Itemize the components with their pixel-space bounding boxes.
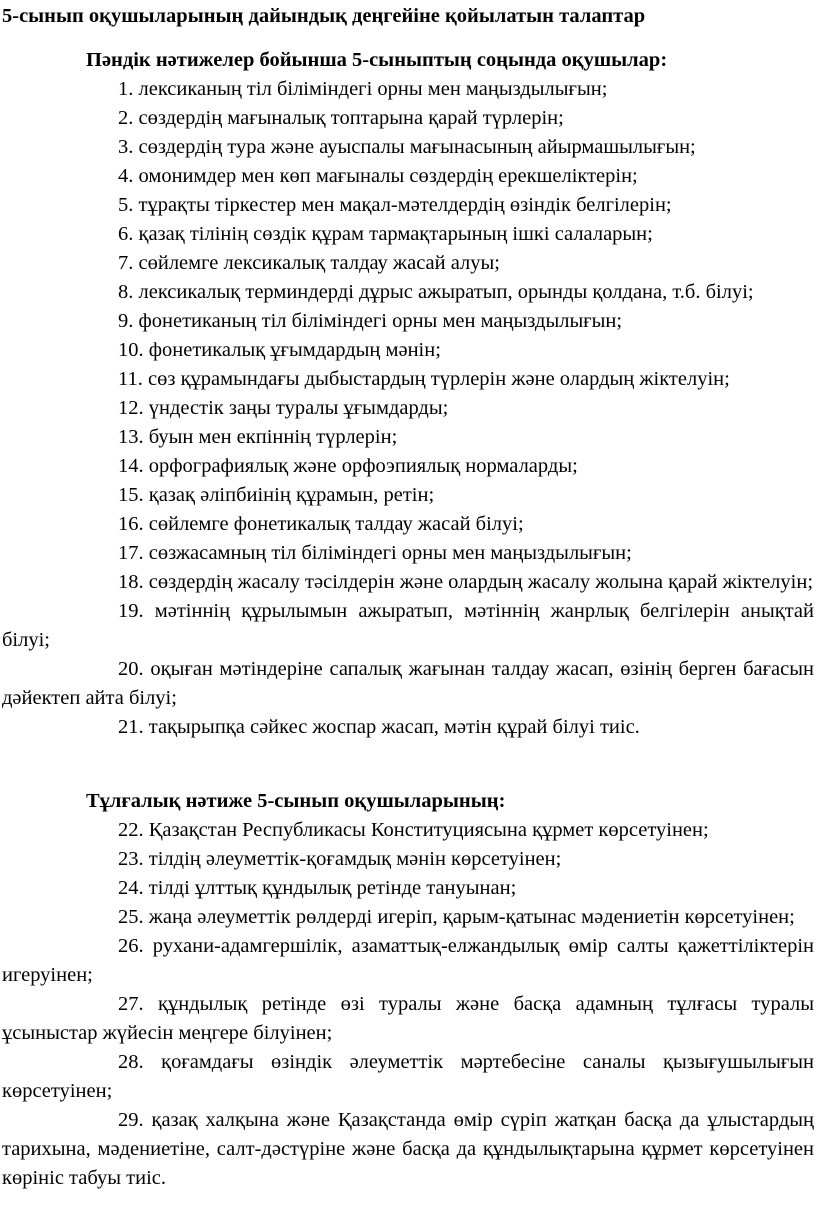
list-item-text: буын мен екпіннің түрлерін;	[148, 426, 398, 448]
list-item-number: 7.	[118, 252, 134, 274]
list-item-text: қазақ әліпбиінің құрамын, ретін;	[148, 484, 435, 506]
list-item-number: 10.	[118, 339, 144, 361]
list-item	[2, 278, 814, 307]
list-item-number: 19.	[118, 600, 144, 622]
list-item	[2, 713, 814, 742]
list-item-text: сөздердің мағыналық топтарына қарай түрлерін;	[138, 107, 564, 129]
list-item-number: 15.	[118, 484, 144, 506]
list-item-text: сөйлемге фонетикалық талдау жасай білуі;	[148, 513, 524, 535]
list-item	[2, 990, 814, 1048]
list-item-number: 26.	[118, 935, 144, 957]
list-item-text: фонетиканың тіл біліміндегі орны мен маңыздылығын;	[138, 310, 623, 332]
subject-results-heading: Пәндік нәтижелер бойынша 5-сыныптың соңында оқушылар:	[86, 49, 668, 71]
list-item	[2, 220, 814, 249]
list-item	[2, 1048, 814, 1106]
list-item	[2, 539, 814, 568]
list-item-text: тілді ұлттық құндылық ретінде тануынан;	[148, 877, 517, 899]
list-item-number: 23.	[118, 848, 144, 870]
list-item	[2, 816, 814, 845]
list-item	[2, 133, 814, 162]
list-item-number: 2.	[118, 107, 134, 129]
list-item-text: рухани-адамгершілік, азаматтық-елжандылық өмір салты қажеттіліктерін игеруінен;	[2, 935, 815, 986]
subject-results-list	[2, 75, 814, 742]
personal-results-heading: Тұлғалық нәтиже 5-сынып оқушыларының:	[86, 790, 506, 812]
list-item	[2, 932, 814, 990]
list-item-text: тілдің әлеуметтік-қоғамдық мәнін көрсетуінен;	[148, 848, 562, 870]
list-item-text: сөздердің тура және ауыспалы мағынасының айырмашылығын;	[138, 136, 696, 158]
list-item-number: 28.	[118, 1051, 144, 1073]
document-title: 5-сынып оқушыларының дайындық деңгейіне қойылатын талаптар	[2, 5, 646, 27]
personal-results-list	[2, 816, 814, 1193]
list-item-text: тақырыпқа сәйкес жоспар жасап, мәтін құрай білуі тиіс.	[148, 716, 640, 738]
list-item-text: қазақ халқына және Қазақстанда өмір сүріп жатқан басқа да ұлыстардың тарихына, мәдениетіне, салт-дәстүріне және басқа да құндылықтарына құрмет көрсетуінен көрініс табуы тиіс.	[2, 1109, 815, 1189]
list-item-number: 21.	[118, 716, 144, 738]
list-item	[2, 75, 814, 104]
list-item-number: 3.	[118, 136, 134, 158]
list-item-text: омонимдер мен көп мағыналы сөздердің ерекшеліктерін;	[138, 165, 638, 187]
list-item-text: қазақ тілінің сөздік құрам тармақтарының ішкі салаларын;	[138, 223, 653, 245]
list-item-number: 17.	[118, 542, 144, 564]
list-item	[2, 307, 814, 336]
list-item-text: орфографиялық және орфоэпиялық нормаларды;	[148, 455, 578, 477]
list-item	[2, 365, 814, 394]
list-item-text: қоғамдағы өзіндік әлеуметтік мәртебесіне саналы қызығушылығын көрсетуінен;	[2, 1051, 814, 1102]
list-item	[2, 191, 814, 220]
list-item-text: лексиканың тіл біліміндегі орны мен маңыздылығын;	[138, 78, 608, 100]
list-item-number: 25.	[118, 906, 144, 928]
section-spacer	[2, 742, 814, 787]
list-item-text: сөйлемге лексикалық талдау жасай алуы;	[138, 252, 500, 274]
list-item-number: 11.	[118, 368, 143, 390]
list-item	[2, 874, 814, 903]
list-item	[2, 162, 814, 191]
list-item-number: 20.	[118, 658, 144, 680]
list-item-text: Қазақстан Республикасы Конституциясына құрмет көрсетуінен;	[148, 819, 709, 841]
list-item-text: сөзжасамның тіл біліміндегі орны мен маңыздылығын;	[148, 542, 632, 564]
list-item	[2, 568, 814, 597]
list-item	[2, 597, 814, 655]
list-item	[2, 423, 814, 452]
list-item	[2, 903, 814, 932]
list-item	[2, 452, 814, 481]
list-item-number: 9.	[118, 310, 134, 332]
list-item-text: сөз құрамындағы дыбыстардың түрлерін және олардың жіктелуін;	[148, 368, 730, 390]
list-item	[2, 394, 814, 423]
list-item-text: құндылық ретінде өзі туралы және басқа адамның тұлғасы туралы ұсыныстар жүйесін меңгере білуінен;	[2, 993, 814, 1044]
document-page	[0, 2, 816, 1227]
list-item-number: 18.	[118, 571, 144, 593]
list-item-text: фонетикалық ұғымдардың мәнін;	[148, 339, 441, 361]
list-item-text: үндестік заңы туралы ұғымдарды;	[148, 397, 449, 419]
list-item-text: лексикалық терминдерді дұрыс ажыратып, орынды қолдана, т.б. білуі;	[138, 281, 754, 303]
list-item-text: сөздердің жасалу тәсілдерін және олардың жасалу жолына қарай жіктелуін;	[148, 571, 814, 593]
list-item	[2, 104, 814, 133]
list-item-number: 14.	[118, 455, 144, 477]
list-item-text: оқыған мәтіндеріне сапалық жағынан талдау жасап, өзінің берген бағасын дәйектеп айта білуі;	[2, 658, 814, 709]
list-item-number: 13.	[118, 426, 144, 448]
list-item	[2, 845, 814, 874]
list-item-number: 4.	[118, 165, 134, 187]
list-item-number: 22.	[118, 819, 144, 841]
list-item	[2, 655, 814, 713]
list-item-number: 12.	[118, 397, 144, 419]
list-item	[2, 336, 814, 365]
list-item-text: мәтіннің құрылымын ажыратып, мәтіннің жанрлық белгілерін анықтай білуі;	[2, 600, 814, 651]
list-item-number: 1.	[118, 78, 134, 100]
list-item-number: 8.	[118, 281, 134, 303]
list-item-number: 29.	[118, 1109, 144, 1131]
list-item-number: 16.	[118, 513, 144, 535]
list-item-text: жаңа әлеуметтік рөлдерді игеріп, қарым-қатынас мәдениетін көрсетуінен;	[148, 906, 795, 928]
list-item-number: 6.	[118, 223, 134, 245]
list-item	[2, 510, 814, 539]
list-item-number: 27.	[118, 993, 144, 1015]
list-item-text: тұрақты тіркестер мен мақал-мәтелдердің өзіндік белгілерін;	[138, 194, 672, 216]
list-item	[2, 1106, 814, 1193]
list-item	[2, 481, 814, 510]
list-item	[2, 249, 814, 278]
list-item-number: 5.	[118, 194, 134, 216]
list-item-number: 24.	[118, 877, 144, 899]
